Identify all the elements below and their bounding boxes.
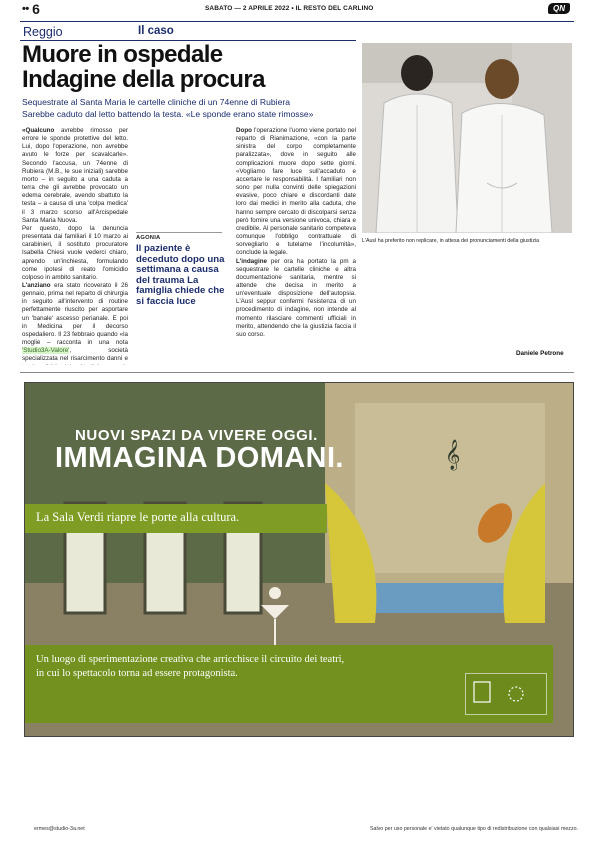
ad-tagline: NUOVI SPAZI DA VIVERE OGGI. <box>75 427 318 444</box>
footer-email: ermes@studio-3a.net <box>34 826 85 832</box>
photo-caption: L'Ausl ha preferito non replicare, in attesa dei pronunciamenti della giustizia <box>362 238 540 244</box>
lead-word: «Qualcuno <box>22 127 55 134</box>
headline-line-1: Muore in ospedale <box>22 41 223 68</box>
bottom-rule <box>20 372 574 373</box>
qn-logo: QN <box>548 3 570 14</box>
subhead-line-1: Sequestrate al Santa Maria le cartelle cliniche di un 74enne di Rubiera <box>22 97 291 107</box>
advertisement <box>24 382 574 737</box>
ad-bottom-text <box>36 653 456 680</box>
headline <box>22 42 362 92</box>
paragraph-5: l'operazione l'uomo viene portato nel reparto di Rianimazione, «con la parte sinistra del corpo completamente paralizzata», dove in seguito alle complicazioni muore dopo sette giorni. «Vogliamo fare luce sull'accaduto e accertare le responsabilità. I familiari non sono per nulla convinti delle spiegazioni evasive, poco chiare e discordanti date loro dai medici in merito alla caduta, che hanno sempre cercato di discolparsi senza però fornire una versione univoca, chiara e credibile. Al personale sanitario competeva comunque l'obbligo contrattuale di sorvegliarlo e tutelarne l'incolumità», conclude la legale. <box>236 127 356 257</box>
footer-notice: Salvo per uso personale e' vietato qualunque tipo di redistribuzione con qualsiasi mezzo. <box>370 826 579 832</box>
paragraph-1: avrebbe rimosso per errore le sponde protettive del letto. Lui, dopo l'operazione, non avrebbe avuto le forze per scavalcarle». Secondo l'accusa, un 74enne di Rubiera (M.B., le sue iniziali) sarebbe morto – in seguito a una caduta a terra che gli avrebbe provocato un edema cerebrale, avendo sbattuto la testa – a causa di una 'colpa medica' il 3 marzo scorso all'Arcispedale Santa Maria Nuova. <box>22 127 128 224</box>
article-column-3 <box>236 127 356 365</box>
paragraph-3: era stato ricoverato il 26 gennaio, prima nel reparto di chirurgia in seguito all'intervento di routine perfettamente riuscito per asportare un 'banale' ascesso perianale. E poi in Medicina per il decorso ospedaliero. Il 23 febbraio quando «la moglie – racconta in una nota <box>22 281 128 347</box>
studio3a-highlight: 'Studio3A-Valore' <box>22 347 70 355</box>
sidebar-quote: Il paziente è deceduto dopo una settimana a causa del trauma La famiglia chiede che si faccia luce <box>136 243 225 307</box>
article-column-1 <box>22 127 128 365</box>
top-rule <box>20 21 574 22</box>
doctors-photo-illustration <box>362 43 572 233</box>
page-number: •• 6 <box>22 1 40 17</box>
headline-line-2: Indagine della procura <box>22 66 265 93</box>
sidebar-rule <box>136 232 222 233</box>
crest-icon <box>466 674 546 714</box>
paragraph-6: per ora ha portato la pm a sequestrare le cartelle cliniche e altra documentazione sanitaria, mentre si attende che decisa in merito a un'eventuale disposizione dell'autopsia. L'Ausl seppur confermi l'esistenza di un procedimento di indagine, non intende al momento rilasciare commenti ufficiali in merito, attendendo che la giustizia faccia il suo corso. <box>236 257 356 338</box>
ad-band-text: La Sala Verdi riapre le porte alla cultura. <box>36 510 240 524</box>
svg-text:𝄞: 𝄞 <box>445 440 461 470</box>
kicker: Il caso <box>138 25 174 37</box>
paragraph-2: Per questo, dopo la denuncia presentata dai familiari il 10 marzo ai carabinieri, il sostituto procuratore Isabella Chiesi vuole vederci chiaro, aprendo un'inchiesta, formulando come ipotesi di reato l'omicidio colposo in ambito sanitario. <box>22 224 128 281</box>
sponsor-logos <box>465 673 547 715</box>
ad-bottom-line-2: in cui lo spettacolo torna ad essere protagonista. <box>36 667 238 679</box>
article-column-2 <box>136 127 228 228</box>
byline: Daniele Petrone <box>516 350 564 357</box>
subheadline <box>22 96 362 120</box>
lead-word-2: L'anziano <box>22 281 51 289</box>
lead-word-3: Dopo <box>236 127 252 134</box>
article-photo <box>362 43 572 233</box>
page-number-value: 6 <box>32 1 40 17</box>
lead-word-4: L'indagine <box>236 257 267 265</box>
ad-bottom-line-1: Un luogo di sperimentazione creativa che arricchisce il circuito dei teatri, <box>36 654 345 665</box>
ad-title: IMMAGINA DOMANI. <box>55 442 344 474</box>
section-label: Reggio <box>23 25 63 39</box>
sidebar-label: AGONIA <box>136 235 161 241</box>
paragraph-4: , società specializzata nel risarcimento danni e <box>22 347 128 363</box>
subhead-line-2: Sarebbe caduto dal letto battendo la testa. «Le sponde erano state rimosse» <box>22 109 314 119</box>
masthead: SABATO — 2 APRILE 2022 • IL RESTO DEL CARLINO <box>205 5 374 12</box>
